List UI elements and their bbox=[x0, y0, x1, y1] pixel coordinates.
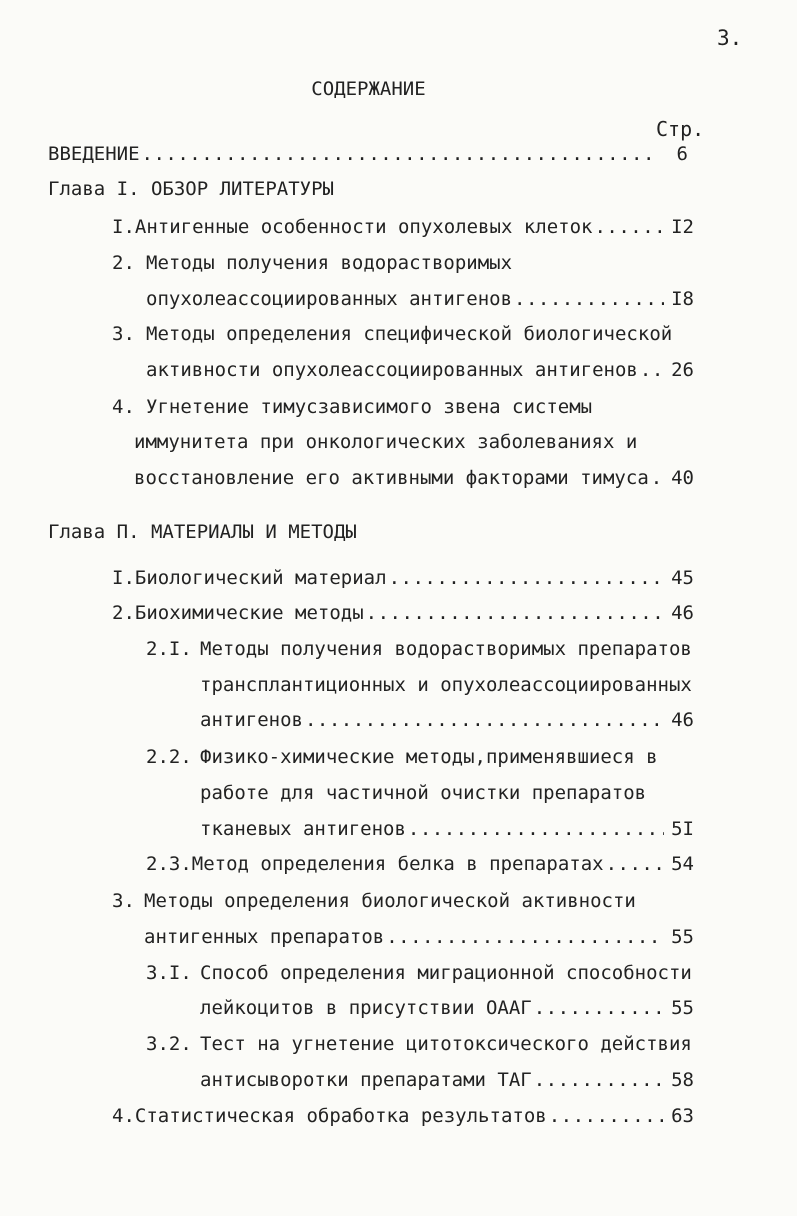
toc-entry-number: 2. bbox=[112, 252, 135, 274]
toc-entry-page: I2 bbox=[671, 216, 694, 238]
toc-entry-text: Метод определения белка в препаратах bbox=[191, 853, 604, 875]
leader-dots bbox=[534, 1067, 664, 1093]
toc-entry-text: Угнетение тимусзависимого звена системы bbox=[146, 396, 593, 418]
toc-entry-number: 2.I. bbox=[146, 638, 192, 660]
leader-dots bbox=[389, 565, 664, 591]
toc-entry-number: 2. bbox=[112, 602, 135, 624]
leader-dots bbox=[305, 707, 664, 733]
leader-dots bbox=[640, 357, 664, 383]
toc-entry-text: активности опухолеассоциированных антигенов bbox=[146, 359, 638, 381]
toc-entry-text: Тест на угнетение цитотоксического действия bbox=[200, 1033, 692, 1055]
toc-entry-line bbox=[112, 250, 512, 276]
toc-entry-number: 4. bbox=[112, 1105, 135, 1127]
toc-entry-text: Методы получения водорастворимых препаратов bbox=[200, 638, 692, 660]
toc-entry-text: опухолеассоциированных антигенов bbox=[146, 288, 513, 310]
toc-entry-line bbox=[146, 960, 692, 986]
toc-entry-line bbox=[146, 744, 658, 770]
toc-entry bbox=[144, 924, 694, 950]
toc-entry-page: 54 bbox=[671, 853, 694, 875]
toc-entry-number: 2.2. bbox=[146, 746, 192, 768]
leader-dots bbox=[514, 286, 664, 312]
toc-entry bbox=[200, 707, 694, 733]
toc-entry-number: 3.2. bbox=[146, 1033, 192, 1055]
toc-entry-page: 55 bbox=[671, 997, 694, 1019]
toc-entry-text: Методы получения водорастворимых bbox=[146, 252, 513, 274]
toc-entry-text: ВВЕДЕНИЕ bbox=[48, 143, 140, 165]
toc-entry bbox=[112, 1103, 694, 1129]
toc-entry-text: тканевых антигенов bbox=[200, 818, 406, 840]
toc-entry-page: 58 bbox=[671, 1069, 694, 1091]
toc-entry bbox=[134, 465, 694, 491]
leader-dots bbox=[549, 1103, 664, 1129]
toc-entry-text: Методы определения биологической активности bbox=[144, 890, 636, 912]
toc-entry-text: лейкоцитов в присутствии ОААГ bbox=[200, 997, 532, 1019]
toc-entry-page: 55 bbox=[671, 926, 694, 948]
toc-entry-text: Способ определения миграционной способности bbox=[200, 962, 692, 984]
toc-entry-text: трансплантиционных и опухолеассоциированных bbox=[200, 674, 692, 696]
toc-entry-page: 46 bbox=[671, 709, 694, 731]
toc-entry-line bbox=[200, 780, 646, 806]
toc-entry-text: работе для частичной очистки препаратов bbox=[200, 782, 647, 804]
toc-entry bbox=[112, 214, 694, 240]
leader-dots bbox=[606, 851, 664, 877]
toc-entry-text: Биологический материал bbox=[134, 567, 387, 589]
toc-entry-page: I8 bbox=[671, 288, 694, 310]
toc-entry-text: Методы определения специфической биологической bbox=[146, 323, 673, 345]
leader-dots bbox=[594, 214, 664, 240]
toc-entry-number: I. bbox=[112, 216, 135, 238]
toc-entry-number: 4. bbox=[112, 396, 135, 418]
toc-entry-text: антигенных препаратов bbox=[144, 926, 385, 948]
toc-entry-line bbox=[200, 672, 692, 698]
toc-entry-number: 3.I. bbox=[146, 962, 192, 984]
toc-entry-line bbox=[112, 321, 672, 347]
toc-entry bbox=[112, 600, 694, 626]
toc-entry-text: Антигенные особенности опухолевых клеток bbox=[134, 216, 593, 238]
toc-entry bbox=[146, 286, 694, 312]
toc-entry-number: 3. bbox=[112, 323, 135, 345]
leader-dots bbox=[366, 600, 664, 626]
toc-entry bbox=[112, 565, 694, 591]
toc-entry-page: 26 bbox=[671, 359, 694, 381]
chapter-heading: Глава I. ОБЗОР ЛИТЕРАТУРЫ bbox=[48, 178, 334, 200]
toc-entry bbox=[146, 357, 694, 383]
page-column-label: Стр. bbox=[656, 117, 705, 141]
toc-entry-line bbox=[146, 1031, 692, 1057]
toc-entry-text: антисыворотки препаратами ТАГ bbox=[200, 1069, 532, 1091]
toc-entry-line bbox=[112, 888, 636, 914]
toc-entry-introduction bbox=[48, 141, 688, 167]
toc-entry-number: 3. bbox=[112, 890, 135, 912]
toc-entry-number: 2.3. bbox=[146, 853, 192, 875]
toc-entry-text: иммунитета при онкологических заболеваниях и bbox=[134, 431, 638, 453]
toc-entry bbox=[200, 816, 694, 842]
page-number: 3. bbox=[717, 26, 743, 50]
toc-entry-text: Статистическая обработка результатов bbox=[134, 1105, 547, 1127]
toc-entry-page: 40 bbox=[671, 467, 694, 489]
toc-entry-page: 6 bbox=[676, 143, 688, 165]
toc-entry bbox=[200, 1067, 694, 1093]
toc-entry bbox=[146, 851, 694, 877]
toc-entry-number: I. bbox=[112, 567, 135, 589]
chapter-heading: Глава П. МАТЕРИАЛЫ И МЕТОДЫ bbox=[48, 521, 357, 543]
toc-entry-text: антигенов bbox=[200, 709, 303, 731]
toc-entry-page: 45 bbox=[671, 567, 694, 589]
toc-entry-page: 46 bbox=[671, 602, 694, 624]
toc-entry-line bbox=[112, 394, 592, 420]
toc-entry-text: восстановление его активными факторами тимуса bbox=[134, 467, 649, 489]
toc-entry-line bbox=[134, 429, 637, 455]
leader-dots bbox=[534, 995, 664, 1021]
leader-dots bbox=[651, 465, 664, 491]
leader-dots bbox=[142, 141, 658, 167]
leader-dots bbox=[408, 816, 664, 842]
leader-dots bbox=[386, 924, 664, 950]
toc-entry-page: 63 bbox=[671, 1105, 694, 1127]
toc-entry bbox=[200, 995, 694, 1021]
toc-entry-text: Биохимические методы bbox=[134, 602, 364, 624]
toc-entry-line bbox=[146, 636, 692, 662]
toc-entry-text: Физико-химические методы,применявшиеся в bbox=[200, 746, 658, 768]
toc-entry-page: 5I bbox=[671, 818, 694, 840]
page-title: СОДЕРЖАНИЕ bbox=[311, 78, 426, 100]
